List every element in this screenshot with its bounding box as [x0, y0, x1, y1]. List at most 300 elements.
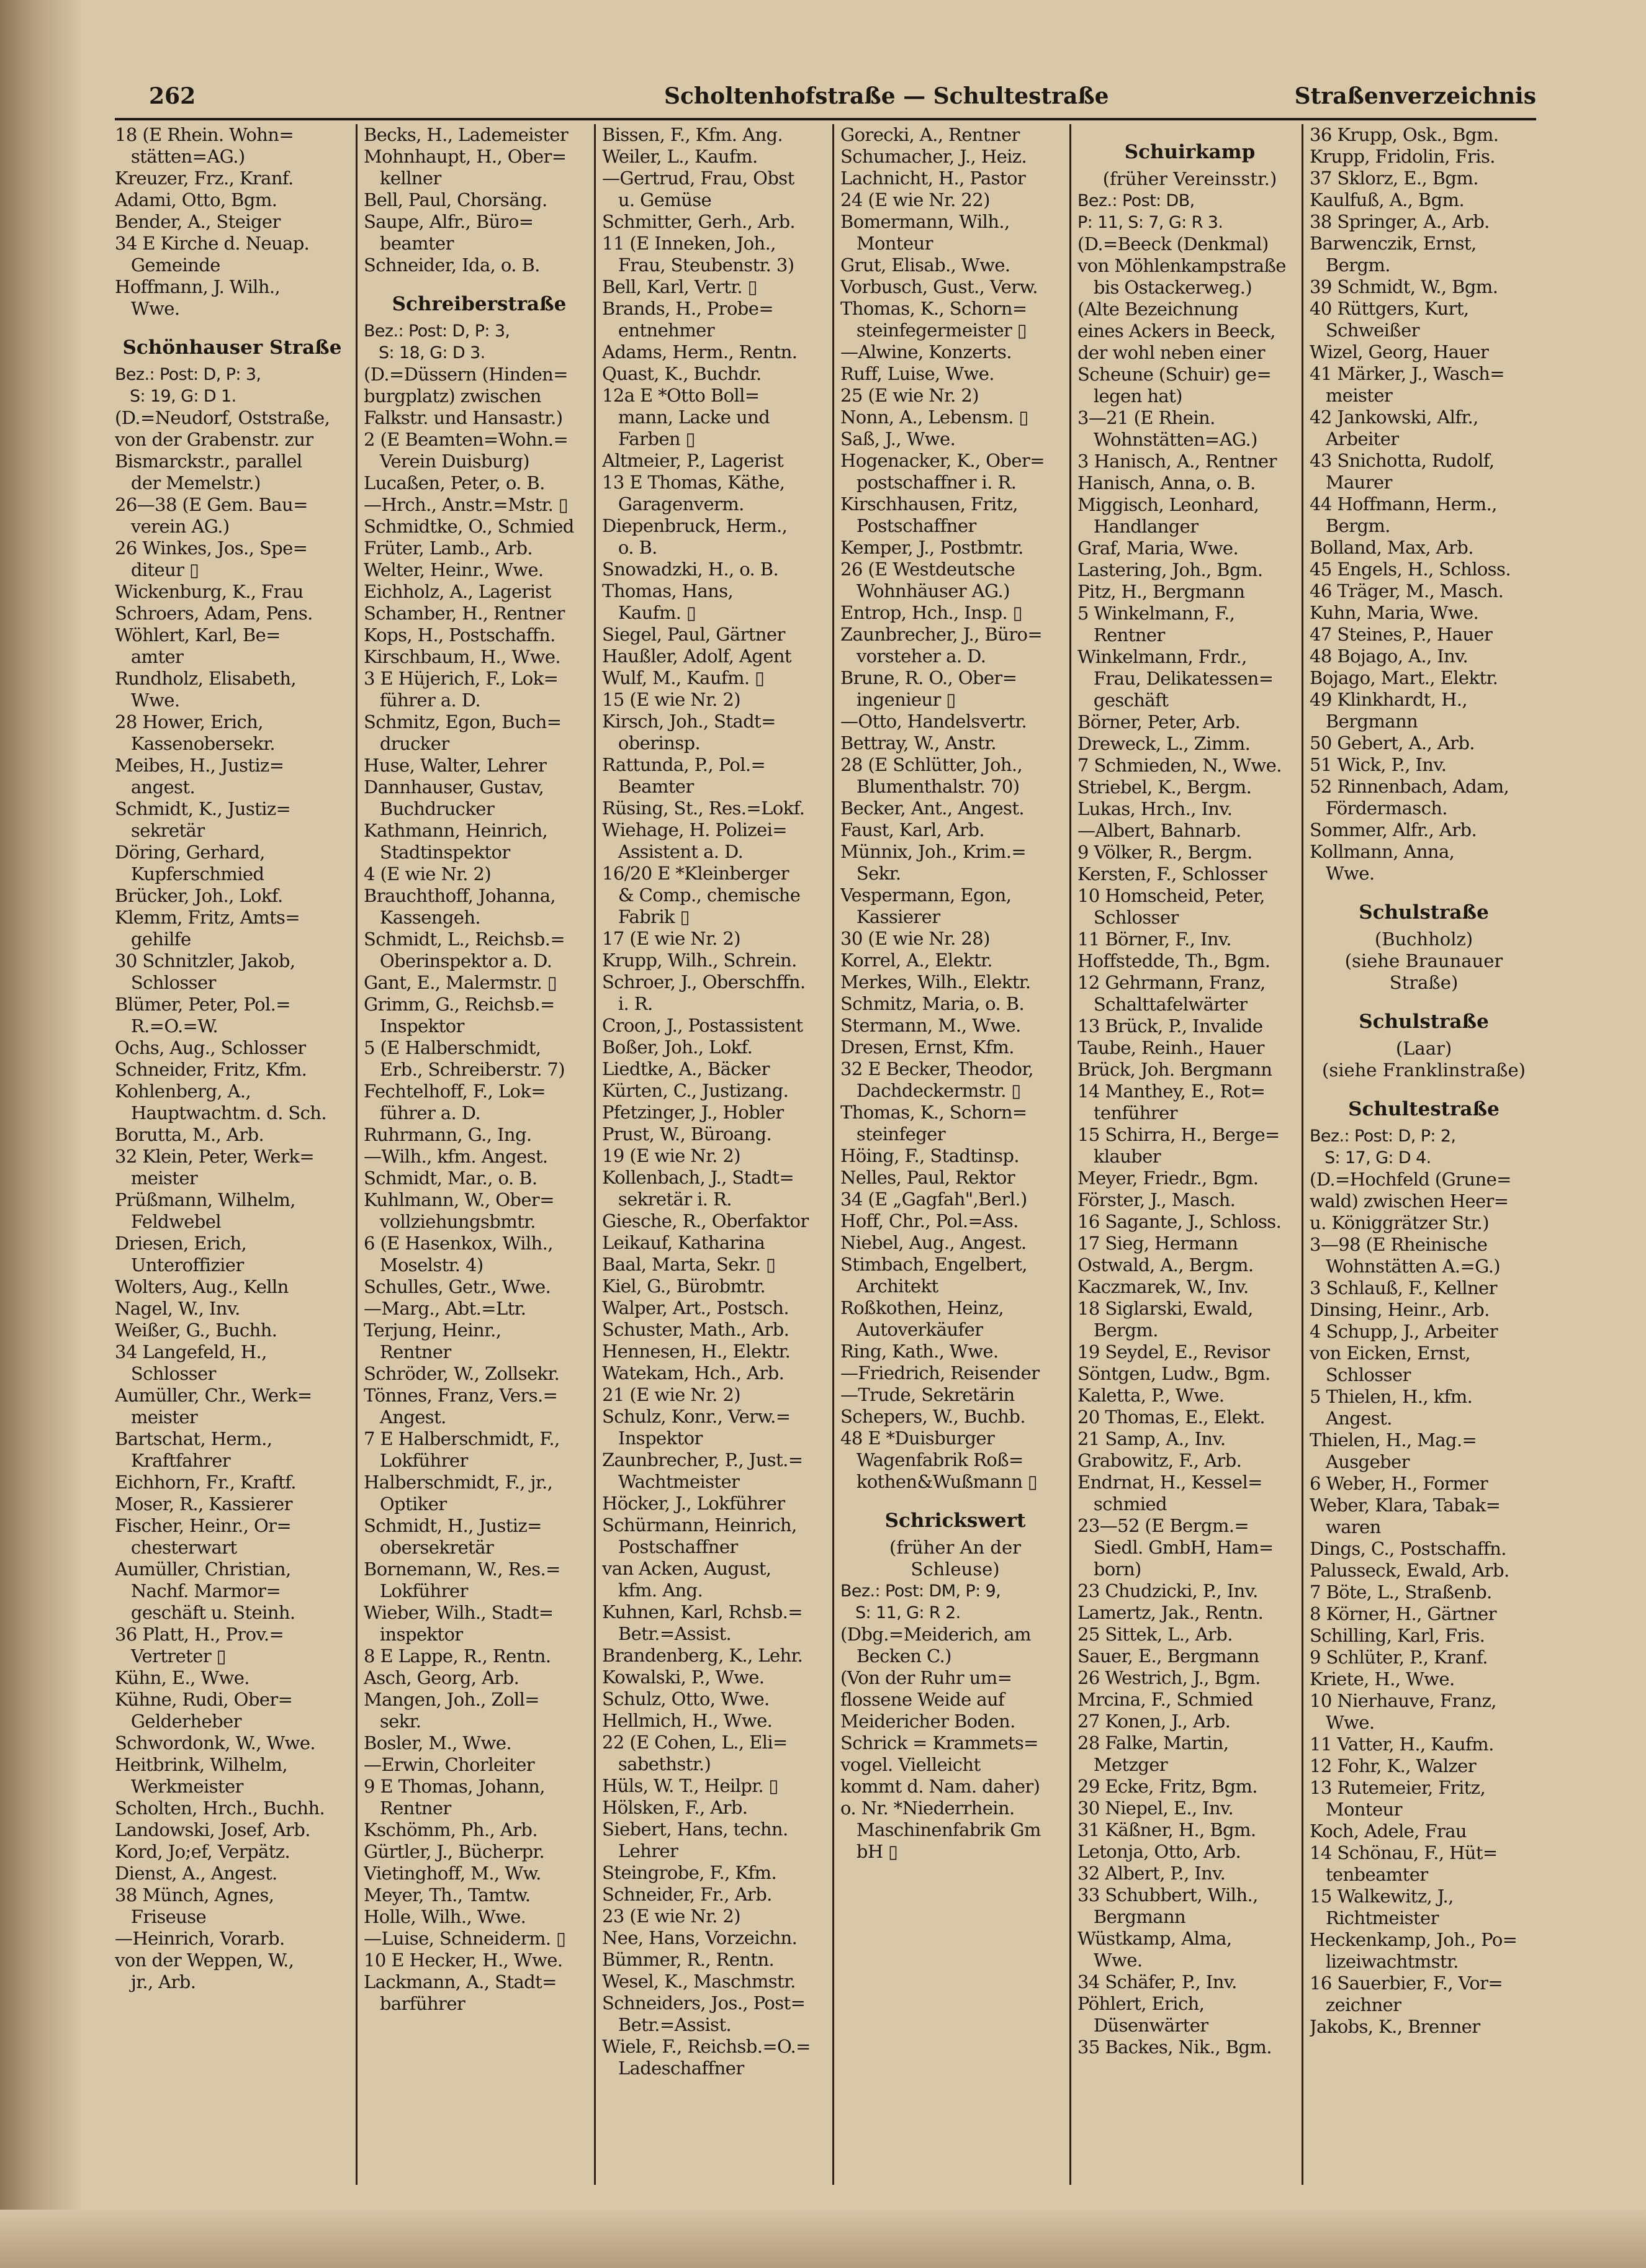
- directory-entry-line: Kemper, J., Postbmtr.: [840, 537, 1023, 558]
- directory-entry-line: legen hat): [1077, 385, 1182, 407]
- directory-entry-line: Söntgen, Ludw., Bgm.: [1077, 1363, 1270, 1384]
- directory-entry-line: 3 E Hüjerich, F., Lok=: [364, 668, 559, 689]
- directory-entry-line: Adami, Otto, Bgm.: [115, 189, 277, 210]
- directory-entry-line: 30 (E wie Nr. 28): [840, 928, 990, 949]
- directory-entry-line: Schneiders, Jos., Post=: [602, 1992, 806, 2014]
- directory-entry-line: Wiehage, H. Polizei=: [602, 819, 787, 840]
- directory-entry-line: —Otto, Handelsvertr.: [840, 711, 1027, 732]
- directory-entry-line: Mrcina, F., Schmied: [1077, 1689, 1253, 1710]
- directory-entry-line: Schmidt, H., Justiz=: [364, 1515, 542, 1536]
- street-heading: Schreiberstraße: [392, 293, 567, 315]
- directory-entry-line: u. Gemüse: [602, 189, 712, 210]
- directory-entry-line: 49 Klinkhardt, H.,: [1310, 689, 1467, 710]
- directory-entry-line: 41 Märker, J., Wasch=: [1310, 363, 1504, 384]
- directory-entry-line: obersekretär: [364, 1537, 494, 1558]
- directory-entry-line: Grabowitz, F., Arb.: [1077, 1450, 1242, 1471]
- directory-entry-line: Lamertz, Jak., Rentn.: [1077, 1602, 1264, 1623]
- directory-entry-line: Monteur: [1310, 1799, 1402, 1820]
- street-note: (Buchholz): [1374, 929, 1473, 950]
- directory-entry-line: Bez.: Post: D, P: 3,: [115, 365, 261, 384]
- directory-entry-line: meister: [115, 1168, 198, 1189]
- directory-entry-line: Dienst, A., Angest.: [115, 1863, 277, 1884]
- directory-entry-line: Bez.: Post: D, P: 2,: [1310, 1127, 1456, 1146]
- directory-entry-line: Rundholz, Elisabeth,: [115, 668, 297, 689]
- directory-entry-line: Faust, Karl, Arb.: [840, 819, 985, 840]
- directory-entry-line: Merkes, Wilh., Elektr.: [840, 971, 1031, 992]
- directory-entry-line: Wesel, K., Maschmstr.: [602, 1971, 796, 1992]
- directory-entry-line: Borutta, M., Arb.: [115, 1124, 264, 1145]
- directory-entry-line: Fischer, Heinr., Or=: [115, 1515, 292, 1536]
- directory-entry-line: (D.=Beeck (Denkmal): [1077, 233, 1269, 254]
- directory-entry-line: von der Weppen, W.,: [115, 1950, 294, 1971]
- directory-entry-line: Förster, J., Masch.: [1077, 1189, 1236, 1210]
- directory-entry-line: postschaffner i. R.: [840, 472, 1017, 493]
- directory-entry-line: Hoffmann, J. Wilh.,: [115, 276, 281, 297]
- directory-entry-line: Watekam, Hch., Arb.: [602, 1362, 785, 1384]
- street-heading: Schulstraße: [1359, 901, 1489, 924]
- directory-entry-line: Bergmann: [1077, 1906, 1186, 1927]
- directory-entry-line: Kuhn, Maria, Wwe.: [1310, 602, 1479, 623]
- directory-entry-line: Schwordonk, W., Wwe.: [115, 1732, 316, 1753]
- directory-entry-line: Striebel, K., Bergm.: [1077, 776, 1252, 798]
- directory-entry-line: Frau, Delikatessen=: [1077, 668, 1274, 689]
- directory-entry-line: Wagenfabrik Roß=: [840, 1449, 1023, 1470]
- directory-entry-line: Architekt: [840, 1276, 938, 1297]
- directory-entry-line: Holle, Wilh., Wwe.: [364, 1906, 526, 1927]
- directory-entry-line: kommt d. Nam. daher): [840, 1776, 1040, 1797]
- directory-entry-line: Wiele, F., Reichsb.=O.=: [602, 2036, 811, 2057]
- directory-entry-line: 32 Albert, P., Inv.: [1077, 1863, 1226, 1884]
- directory-entry-line: Nagel, W., Inv.: [115, 1298, 240, 1319]
- directory-entry-line: Wizel, Georg, Hauer: [1310, 341, 1489, 362]
- directory-entry-line: 16 Sauerbier, F., Vor=: [1310, 1973, 1503, 1994]
- directory-entry-line: Schmidtke, O., Schmied: [364, 516, 574, 537]
- directory-entry-line: 34 Langefeld, H.,: [115, 1341, 267, 1362]
- directory-entry-line: Klemm, Fritz, Amts=: [115, 907, 300, 928]
- directory-entry-line: Rentner: [364, 1798, 451, 1819]
- directory-entry-line: entnehmer: [602, 320, 714, 341]
- directory-entry-line: Kupferschmied: [115, 863, 264, 884]
- directory-entry-line: Dresen, Ernst, Kfm.: [840, 1037, 1014, 1058]
- directory-entry-line: Kaczmarek, W., Inv.: [1077, 1276, 1249, 1297]
- directory-entry-line: Halberschmidt, F., jr.,: [364, 1472, 553, 1493]
- directory-entry-line: Wulf, M., Kaufm. ▯: [602, 667, 765, 688]
- directory-entry-line: zeichner: [1310, 1994, 1401, 2015]
- directory-entry-line: Thomas, Hans,: [602, 580, 734, 601]
- directory-entry-line: 23 (E wie Nr. 2): [602, 1906, 740, 1927]
- directory-entry-line: Grimm, G., Reichsb.=: [364, 994, 555, 1015]
- directory-entry-line: Beamter: [602, 776, 694, 797]
- street-heading: Schultestraße: [1348, 1098, 1500, 1120]
- directory-entry-line: 37 Sklorz, E., Bgm.: [1310, 168, 1478, 189]
- directory-entry-line: Wohnstätten A.=G.): [1310, 1256, 1501, 1277]
- directory-entry-line: Becks, H., Lademeister: [364, 124, 569, 145]
- directory-entry-line: Bender, A., Steiger: [115, 211, 281, 232]
- directory-entry-line: Schmidt, K., Justiz=: [115, 798, 291, 819]
- directory-entry-line: & Comp., chemische: [602, 884, 801, 906]
- street-note: (siehe Franklinstraße): [1322, 1060, 1526, 1081]
- directory-entry-line: Huse, Walter, Lehrer: [364, 755, 547, 776]
- directory-entry-line: u. Königgrätzer Str.): [1310, 1212, 1489, 1233]
- directory-entry-line: Rattunda, P., Pol.=: [602, 754, 766, 775]
- directory-entry-line: drucker: [364, 733, 449, 754]
- directory-entry-line: 12 Gehrmann, Franz,: [1077, 972, 1266, 993]
- directory-entry-line: Brück, Joh. Bergmann: [1077, 1059, 1272, 1080]
- directory-entry-line: 34 Schäfer, P., Inv.: [1077, 1971, 1237, 1992]
- directory-entry-line: Schmidt, L., Reichsb.=: [364, 929, 565, 950]
- directory-entry-line: Friseuse: [115, 1906, 207, 1927]
- street-heading: Schönhauser Straße: [122, 336, 342, 359]
- directory-entry-line: Wwe.: [1077, 1950, 1143, 1971]
- directory-entry-line: Giesche, R., Oberfaktor: [602, 1210, 809, 1231]
- section-title: Straßenverzeichnis: [1294, 83, 1536, 109]
- directory-entry-line: Becken C.): [840, 1645, 951, 1667]
- directory-entry-line: Kaulfuß, A., Bgm.: [1310, 189, 1465, 210]
- directory-entry-line: Ostwald, A., Bergm.: [1077, 1254, 1254, 1276]
- directory-entry-line: Gemeinde: [115, 254, 220, 276]
- directory-entry-line: Frau, Steubenstr. 3): [602, 254, 794, 276]
- directory-entry-line: 19 Seydel, E., Revisor: [1077, 1341, 1270, 1362]
- directory-entry-line: Sekr.: [840, 863, 901, 884]
- directory-entry-line: Kirschbaum, H., Wwe.: [364, 646, 561, 667]
- directory-entry-line: Nachf. Marmor=: [115, 1580, 281, 1601]
- directory-entry-line: Steingrobe, F., Kfm.: [602, 1862, 777, 1883]
- directory-entry-line: Meyer, Th., Tamtw.: [364, 1884, 531, 1906]
- directory-entry-line: verein AG.): [115, 516, 230, 537]
- directory-entry-line: 29 Ecke, Fritz, Bgm.: [1077, 1776, 1257, 1797]
- directory-entry-line: ingenieur ▯: [840, 689, 956, 710]
- directory-entry-line: Saupe, Alfr., Büro=: [364, 211, 534, 232]
- directory-entry-line: Fördermasch.: [1310, 798, 1447, 819]
- directory-entry-line: Kersten, F., Schlosser: [1077, 863, 1267, 884]
- directory-entry-line: von der Grabenstr. zur: [115, 429, 313, 450]
- directory-entry-line: Kriete, H., Wwe.: [1310, 1668, 1455, 1690]
- directory-entry-line: Scholten, Hrch., Buchh.: [115, 1798, 325, 1819]
- directory-entry-line: Oberinspektor a. D.: [364, 950, 552, 971]
- directory-entry-line: Ausgeber: [1310, 1451, 1410, 1472]
- directory-entry-line: 38 Springer, A., Arb.: [1310, 211, 1490, 232]
- directory-entry-line: 28 Hower, Erich,: [115, 711, 263, 732]
- directory-entry-line: Kiel, G., Bürobmtr.: [602, 1276, 766, 1297]
- street-note: Straße): [1389, 972, 1459, 993]
- directory-entry-line: Buchdrucker: [364, 798, 495, 819]
- directory-entry-line: Bez.: Post: DB,: [1077, 191, 1195, 210]
- directory-entry-line: Walper, Art., Postsch.: [602, 1297, 789, 1318]
- directory-entry-line: 14 Schönau, F., Hüt=: [1310, 1842, 1498, 1863]
- directory-entry-line: Schuster, Math., Arb.: [602, 1319, 789, 1340]
- directory-entry-line: Kohlenberg, A.,: [115, 1081, 251, 1102]
- directory-entry-line: Vorbusch, Gust., Verw.: [840, 276, 1038, 297]
- directory-entry-line: Angest.: [1310, 1408, 1392, 1429]
- directory-entry-line: 22 (E Cohen, L., Eli=: [602, 1732, 788, 1753]
- directory-entry-line: Prust, W., Büroang.: [602, 1123, 772, 1145]
- directory-entry-line: Terjung, Heinr.,: [364, 1320, 501, 1341]
- directory-entry-line: (Alte Bezeichnung: [1077, 299, 1239, 320]
- column-2: [356, 124, 595, 2185]
- directory-entry-line: 23 Chudzicki, P., Inv.: [1077, 1580, 1258, 1601]
- directory-entry-line: Kaletta, P., Wwe.: [1077, 1385, 1225, 1406]
- directory-entry-line: Kathmann, Heinrich,: [364, 820, 548, 841]
- directory-entry-line: Metzger: [1077, 1754, 1168, 1775]
- directory-entry-line: Aumüller, Chr., Werk=: [115, 1385, 312, 1406]
- directory-entry-line: Schroer, J., Oberschffn.: [602, 971, 806, 992]
- directory-entry-line: 5 (E Halberschmidt,: [364, 1037, 541, 1058]
- directory-entry-line: 40 Rüttgers, Kurt,: [1310, 298, 1469, 319]
- directory-entry-line: o. Nr. *Niederrhein.: [840, 1798, 1015, 1819]
- directory-entry-line: Lukas, Hrch., Inv.: [1077, 798, 1233, 819]
- directory-entry-line: Vertreter ▯: [115, 1645, 227, 1667]
- directory-entry-line: sekr.: [364, 1711, 421, 1732]
- directory-entry-line: sekretär: [115, 820, 205, 841]
- directory-entry-line: 26 Winkes, Jos., Spe=: [115, 538, 308, 559]
- directory-entry-line: Schlosser: [115, 972, 216, 993]
- street-heading: Schulstraße: [1359, 1010, 1489, 1033]
- directory-entry-line: Landowski, Josef, Arb.: [115, 1819, 310, 1840]
- directory-entry-line: 35 Backes, Nik., Bgm.: [1077, 2036, 1272, 2058]
- directory-entry-line: Bojago, Mart., Elektr.: [1310, 667, 1498, 688]
- directory-entry-line: 36 Platt, H., Prov.=: [115, 1624, 284, 1645]
- directory-entry-line: Dachdeckermstr. ▯: [840, 1080, 1021, 1101]
- directory-entry-line: Zaunbrecher, J., Büro=: [840, 624, 1043, 645]
- directory-entry-line: Bettray, W., Anstr.: [840, 732, 996, 754]
- directory-entry-line: geschäft: [1077, 690, 1169, 711]
- directory-entry-line: Pöhlert, Erich,: [1077, 1993, 1205, 2014]
- directory-entry-line: 7 Böte, L., Straßenb.: [1310, 1582, 1492, 1603]
- directory-entry-line: Ochs, Aug., Schlosser: [115, 1037, 306, 1058]
- directory-entry-line: Krupp, Wilh., Schrein.: [602, 950, 797, 971]
- directory-entry-line: Düsenwärter: [1077, 2015, 1208, 2036]
- directory-entry-line: 18 Siglarski, Ewald,: [1077, 1298, 1253, 1319]
- street-note: (früher An der: [889, 1537, 1021, 1558]
- directory-entry-line: —Albert, Bahnarb.: [1077, 820, 1241, 841]
- directory-entry-line: 9 Völker, R., Bergm.: [1077, 842, 1252, 863]
- directory-entry-line: 26 Westrich, J., Bgm.: [1077, 1667, 1261, 1688]
- directory-entry-line: Gant, E., Malermstr. ▯: [364, 972, 557, 993]
- directory-entry-line: (D.=Düssern (Hinden=: [364, 364, 568, 385]
- directory-entry-line: Schroers, Adam, Pens.: [115, 603, 313, 624]
- directory-entry-line: —Wilh., kfm. Angest.: [364, 1146, 548, 1167]
- directory-entry-line: Kollenbach, J., Stadt=: [602, 1167, 794, 1188]
- directory-entry-line: o. B.: [602, 537, 657, 558]
- directory-entry-line: Betr.=Assist.: [602, 1623, 732, 1644]
- directory-entry-line: Lehrer: [602, 1840, 678, 1861]
- directory-entry-line: Wwe.: [1310, 1712, 1375, 1733]
- directory-entry-line: steinfeger: [840, 1123, 945, 1145]
- directory-entry-line: Moser, R., Kassierer: [115, 1493, 292, 1514]
- directory-entry-line: Schlosser: [115, 1363, 216, 1384]
- directory-entry-line: Bergmann: [1310, 711, 1418, 732]
- directory-entry-line: der Memelstr.): [115, 472, 261, 493]
- directory-entry-line: —Heinrich, Vorarb.: [115, 1928, 285, 1949]
- running-title: Scholtenhofstraße — Schultestraße: [664, 83, 1109, 109]
- directory-entry-line: Welter, Heinr., Wwe.: [364, 559, 544, 580]
- directory-entry-line: Gelderheber: [115, 1711, 241, 1732]
- directory-entry-line: Thielen, H., Mag.=: [1310, 1429, 1477, 1451]
- directory-entry-line: sabethstr.): [602, 1753, 711, 1775]
- directory-entry-line: 16 Sagante, J., Schloss.: [1077, 1211, 1282, 1232]
- directory-entry-line: Kuhnen, Karl, Rchsb.=: [602, 1601, 803, 1622]
- directory-entry-line: —Marg., Abt.=Ltr.: [364, 1298, 526, 1319]
- directory-entry-line: Fabrik ▯: [602, 906, 690, 927]
- directory-entry-line: Kollmann, Anna,: [1310, 841, 1455, 862]
- directory-entry-line: inspektor: [364, 1624, 463, 1645]
- directory-entry-line: Betr.=Assist.: [602, 2014, 732, 2035]
- directory-entry-line: Kaufm. ▯: [602, 602, 696, 623]
- directory-entry-line: Bosler, M., Wwe.: [364, 1732, 511, 1753]
- directory-entry-line: Bomermann, Wilh.,: [840, 211, 1010, 232]
- directory-entry-line: Schneider, Fritz, Kfm.: [115, 1059, 307, 1080]
- directory-entry-line: Kops, H., Postschaffn.: [364, 624, 555, 646]
- directory-entry-line: Hogenacker, K., Ober=: [840, 450, 1045, 471]
- directory-entry-line: 6 Weber, H., Former: [1310, 1473, 1488, 1494]
- directory-entry-line: Heckenkamp, Joh., Po=: [1310, 1929, 1518, 1950]
- street-note: (Laar): [1395, 1038, 1452, 1059]
- directory-entry-line: 10 Nierhauve, Franz,: [1310, 1690, 1496, 1711]
- directory-entry-line: angest.: [115, 776, 196, 798]
- directory-entry-line: kellner: [364, 168, 441, 189]
- directory-entry-line: Hellmich, H., Wwe.: [602, 1710, 773, 1731]
- directory-entry-line: Gorecki, A., Rentner: [840, 124, 1020, 145]
- directory-entry-line: Schlosser: [1310, 1364, 1411, 1385]
- directory-entry-line: 47 Steines, P., Hauer: [1310, 624, 1493, 645]
- directory-entry-line: 34 E Kirche d. Neuap.: [115, 233, 310, 254]
- directory-entry-line: Hanisch, Anna, o. B.: [1077, 472, 1256, 493]
- directory-entry-line: Hoffstedde, Th., Bgm.: [1077, 950, 1270, 971]
- directory-entry-line: Saß, J., Wwe.: [840, 428, 956, 449]
- directory-entry-line: mann, Lacke und: [602, 407, 770, 428]
- directory-entry-line: jr., Arb.: [115, 1971, 196, 1992]
- directory-entry-line: Wachtmeister: [602, 1471, 740, 1492]
- directory-entry-line: Nonn, A., Lebensm. ▯: [840, 407, 1028, 428]
- directory-entry-line: Wwe.: [115, 690, 180, 711]
- directory-entry-line: Maschinenfabrik Gm: [840, 1819, 1041, 1840]
- directory-entry-line: Bartschat, Herm.,: [115, 1428, 272, 1449]
- directory-entry-line: 21 Samp, A., Inv.: [1077, 1428, 1226, 1449]
- directory-entry-line: Rüsing, St., Res.=Lokf.: [602, 798, 805, 819]
- page-bottom-edge: [0, 2210, 1646, 2268]
- directory-entry-line: Lokführer: [364, 1450, 468, 1471]
- directory-entry-line: Kschömm, Ph., Arb.: [364, 1819, 537, 1840]
- directory-entry-line: Kühn, E., Wwe.: [115, 1667, 250, 1688]
- directory-entry-line: 9 Schlüter, P., Kranf.: [1310, 1647, 1488, 1668]
- page-header: [115, 79, 1536, 117]
- directory-entry-line: Tönnes, Franz, Vers.=: [364, 1385, 558, 1406]
- directory-entry-line: Hüls, W. T., Heilpr. ▯: [602, 1775, 778, 1796]
- directory-entry-line: Werkmeister: [115, 1776, 243, 1797]
- directory-entry-line: bH ▯: [840, 1841, 898, 1862]
- directory-entry-line: Kirsch, Joh., Stadt=: [602, 711, 776, 732]
- directory-entry-line: oberinsp.: [602, 732, 701, 754]
- directory-entry-line: Croon, J., Postassistent: [602, 1015, 803, 1036]
- directory-entry-line: Hennesen, H., Elektr.: [602, 1341, 791, 1362]
- directory-entry-line: Farben ▯: [602, 428, 695, 449]
- directory-entry-line: Handlanger: [1077, 516, 1199, 537]
- directory-entry-line: 15 (E wie Nr. 2): [602, 689, 740, 710]
- directory-entry-line: 13 E Thomas, Käthe,: [602, 472, 785, 493]
- directory-entry-line: Blümer, Peter, Pol.=: [115, 994, 290, 1015]
- directory-entry-line: Korrel, A., Elektr.: [840, 950, 992, 971]
- directory-entry-line: Ruff, Luise, Wwe.: [840, 363, 994, 384]
- directory-entry-line: von Möhlenkampstraße: [1077, 255, 1286, 276]
- directory-entry-line: barführer: [364, 1993, 465, 2014]
- directory-entry-line: burgplatz) zwischen: [364, 385, 541, 407]
- directory-entry-line: Eichhorn, Fr., Kraftf.: [115, 1472, 296, 1493]
- directory-entry-line: steinfegermeister ▯: [840, 320, 1027, 341]
- directory-entry-line: Vespermann, Egon,: [840, 884, 1012, 906]
- directory-entry-line: Kassengeh.: [364, 907, 481, 928]
- directory-entry-line: Schröder, W., Zollsekr.: [364, 1363, 560, 1384]
- directory-entry-line: Bolland, Max, Arb.: [1310, 537, 1473, 558]
- directory-entry-line: beamter: [364, 233, 454, 254]
- directory-entry-line: Ring, Kath., Wwe.: [840, 1341, 999, 1362]
- directory-entry-line: tenführer: [1077, 1102, 1177, 1123]
- directory-entry-line: Baal, Marta, Sekr. ▯: [602, 1254, 776, 1275]
- directory-entry-line: (D.=Hochfeld (Grune=: [1310, 1169, 1511, 1190]
- directory-entry-line: Schmitz, Egon, Buch=: [364, 711, 562, 732]
- directory-entry-line: Wickenburg, K., Frau: [115, 581, 304, 602]
- directory-entry-line: Letonja, Otto, Arb.: [1077, 1841, 1241, 1862]
- directory-entry-line: 7 E Halberschmidt, F.,: [364, 1428, 560, 1449]
- directory-entry-line: Prüßmann, Wilhelm,: [115, 1189, 295, 1210]
- street-note: (siehe Braunauer: [1344, 950, 1503, 971]
- directory-entry-line: Wieber, Wilh., Stadt=: [364, 1602, 554, 1623]
- directory-entry-line: 32 Klein, Peter, Werk=: [115, 1146, 315, 1167]
- directory-entry-line: 10 E Hecker, H., Wwe.: [364, 1950, 563, 1971]
- directory-entry-line: Wwe.: [1310, 863, 1375, 884]
- directory-entry-line: 48 Bojago, A., Inv.: [1310, 646, 1468, 667]
- directory-entry-line: Hauptwachtm. d. Sch.: [115, 1102, 326, 1123]
- directory-entry-line: Niebel, Aug., Angest.: [840, 1232, 1027, 1253]
- column-4: [832, 124, 1070, 2185]
- directory-entry-line: S: 17, G: D 4.: [1310, 1148, 1431, 1168]
- directory-entry-line: 7 Schmieden, N., Wwe.: [1077, 755, 1282, 776]
- directory-entry-line: Angest.: [364, 1406, 446, 1428]
- directory-entry-line: 21 (E wie Nr. 2): [602, 1384, 740, 1405]
- directory-entry-line: 43 Snichotta, Rudolf,: [1310, 450, 1495, 471]
- directory-entry-line: Hoff, Chr., Pol.=Ass.: [840, 1210, 1019, 1231]
- directory-entry-line: klauber: [1077, 1146, 1161, 1167]
- directory-entry-line: 16/20 E *Kleinberger: [602, 863, 789, 884]
- directory-entry-line: S: 19, G: D 1.: [115, 387, 236, 406]
- directory-entry-line: Lackmann, A., Stadt=: [364, 1971, 557, 1992]
- directory-entry-line: 11 (E Inneken, Joh.,: [602, 233, 776, 254]
- directory-entry-line: 28 Falke, Martin,: [1077, 1732, 1229, 1753]
- directory-entry-line: Wolters, Aug., Kelln: [115, 1276, 289, 1297]
- directory-entry-line: 34 (E „Gagfah",Berl.): [840, 1189, 1027, 1210]
- directory-entry-line: wald) zwischen Heer=: [1310, 1190, 1509, 1212]
- directory-entry-line: Barwenczik, Ernst,: [1310, 233, 1477, 254]
- directory-entry-line: der wohl neben einer: [1077, 342, 1265, 363]
- directory-entry-line: Arbeiter: [1310, 428, 1399, 449]
- directory-entry-line: chesterwart: [115, 1537, 237, 1558]
- directory-entry-line: (Von der Ruhr um=: [840, 1667, 1012, 1688]
- directory-entry-line: Thomas, K., Schorn=: [840, 1102, 1027, 1123]
- directory-entry-line: 51 Wick, P., Inv.: [1310, 754, 1447, 775]
- directory-entry-line: kfm. Ang.: [602, 1580, 703, 1601]
- directory-entry-line: Weißer, G., Buchh.: [115, 1320, 277, 1341]
- directory-entry-line: Winkelmann, Frdr.,: [1077, 646, 1247, 667]
- directory-entry-line: 26—38 (E Gem. Bau=: [115, 494, 308, 515]
- directory-entry-line: S: 11, G: R 2.: [840, 1603, 961, 1622]
- directory-entry-line: Weiler, L., Kaufm.: [602, 146, 758, 167]
- directory-entry-line: 50 Gebert, A., Arb.: [1310, 732, 1475, 754]
- directory-entry-line: Bergm.: [1310, 254, 1390, 276]
- directory-entry-line: Schürmann, Heinrich,: [602, 1514, 797, 1536]
- directory-entry-line: 27 Konen, J., Arb.: [1077, 1711, 1231, 1732]
- directory-entry-line: Vietinghoff, M., Ww.: [364, 1863, 541, 1884]
- directory-entry-line: 24 (E wie Nr. 22): [840, 189, 990, 210]
- directory-entry-line: 18 (E Rhein. Wohn=: [115, 124, 294, 145]
